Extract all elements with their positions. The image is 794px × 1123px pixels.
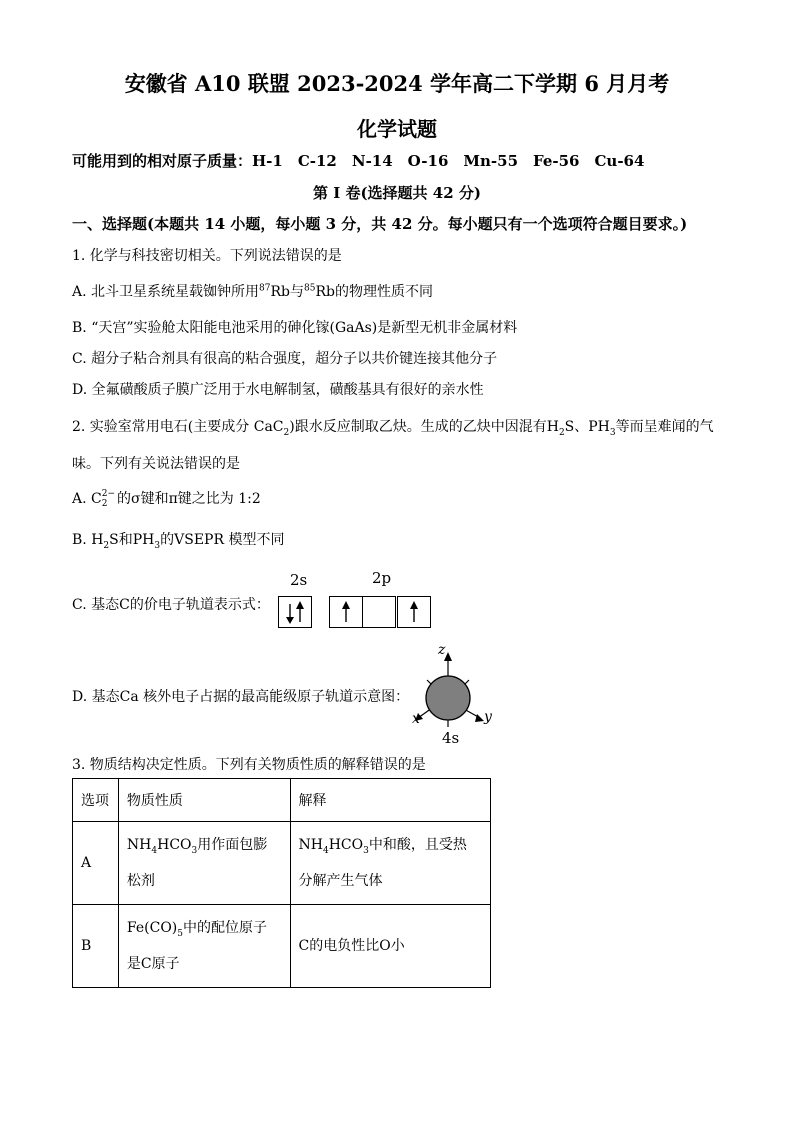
q1-stem: 1. 化学与科技密切相关。下列说法错误的是 <box>72 248 342 264</box>
q2-a-c2-sup: 2− <box>101 489 116 499</box>
electron-up-icon <box>398 597 430 627</box>
s-orbital-sphere <box>426 676 470 720</box>
q2-h2s-h: H <box>546 419 559 435</box>
q2-b-h-sub: 2 <box>103 540 110 551</box>
q1-a-iso1-sym: Rb <box>270 284 290 300</box>
row-property <box>118 905 290 988</box>
formula-sub: 3 <box>363 845 369 856</box>
q2-option-d: D. 基态Ca 核外电子占据的最高能级原子轨道示意图： <box>72 689 410 705</box>
paper-title: 安徽省 A10 联盟 2023-2024 学年高二下学期 6 月月考 <box>124 71 670 96</box>
row-property <box>118 822 290 905</box>
q1-option-d: D. 全氟磺酸质子膜广泛用于水电解制氢，磺酸基具有很好的亲水性 <box>72 382 484 398</box>
q2-ph3-sub: 3 <box>609 427 616 438</box>
q2-a-post: 的σ键和π键之比为 1:2 <box>117 491 261 507</box>
q2-b-p-sub: 3 <box>154 540 161 551</box>
table-header-option: 选项 <box>73 779 119 822</box>
q2-cac2-sub: 2 <box>283 427 290 438</box>
axis-label-x: x <box>412 711 420 727</box>
q2-a-c2-sub: 2 <box>101 499 108 509</box>
formula-sub: 4 <box>151 845 158 856</box>
orbital-label-2p: 2p <box>372 569 392 587</box>
q2-stem-post: 等而呈难闻的气 <box>615 419 714 435</box>
formula-sub: 5 <box>177 928 184 939</box>
q2-stem-line2: 味。下列有关说法错误的是 <box>72 456 240 472</box>
q2-option-c: C. 基态C的价电子轨道表示式： <box>72 597 270 613</box>
property-text: 用作面包膨 <box>197 837 268 853</box>
q1-option-b: B. “天宫”实验舱太阳能电池采用的砷化镓(GaAs)是新型无机非金属材料 <box>72 320 518 336</box>
row-explanation-line1 <box>299 827 482 863</box>
atomic-masses: 可能用到的相对原子质量：H-1 C-12 N-14 O-16 Mn-55 Fe-56 Cu-64 <box>72 152 645 170</box>
formula-part: NH <box>298 837 323 853</box>
q2-cac2: CaC <box>253 419 284 435</box>
row-option: B <box>73 905 119 988</box>
orbital-box-2s <box>278 596 312 628</box>
formula-part: Fe(CO) <box>126 920 178 936</box>
axis-tick <box>427 680 431 684</box>
q1-a-iso2-sym: Rb <box>315 284 335 300</box>
q2-stem-mid: )跟水反应制取乙炔。生成的乙炔中因混有 <box>289 419 547 435</box>
row-explanation <box>290 905 490 988</box>
formula-part: HCO <box>157 837 192 853</box>
q3-stem: 3. 物质结构决定性质。下列有关物质性质的解释错误的是 <box>72 757 426 773</box>
q2-stem-sep: 、 <box>574 419 589 435</box>
electron-pair-icon <box>279 597 311 627</box>
axis-tick <box>465 680 469 684</box>
q1-a-iso2-mass: 85 <box>303 283 316 294</box>
q2-a-c2: C <box>91 491 102 507</box>
row-property-line1 <box>127 827 282 863</box>
q2-b-post: 的VSEPR 模型不同 <box>160 532 285 548</box>
q1-option-a <box>72 281 433 301</box>
row-explanation-line2: 分解产生气体 <box>298 873 383 889</box>
orbital-box-2p-2 <box>362 596 396 628</box>
electron-up-icon <box>330 597 362 627</box>
explanation-text: 中和酸，且受热 <box>368 837 467 853</box>
q2-stem-pre: 2. 实验室常用电石(主要成分 <box>72 419 254 435</box>
q2-b-h: H <box>91 532 104 548</box>
q2-ph3: PH <box>588 419 610 435</box>
formula-sub: 3 <box>191 845 198 856</box>
row-property-line2: 是C原子 <box>126 956 180 972</box>
q1-a-text-pre: A. 北斗卫星系统星载铷钟所用 <box>72 284 260 300</box>
q1-a-iso1-mass: 87 <box>259 283 271 294</box>
row-property-line2: 松剂 <box>126 873 155 889</box>
formula-sub: 4 <box>322 845 329 856</box>
table-row <box>73 822 491 905</box>
row-option: A <box>73 822 119 905</box>
q2-b-s-and: S和PH <box>109 532 155 548</box>
row-explanation <box>290 822 490 905</box>
axis-label-y: y <box>484 709 492 725</box>
y-axis-arrow-icon <box>475 714 484 722</box>
q2-h2s-sub: 2 <box>558 427 565 438</box>
formula-part: HCO <box>328 837 364 853</box>
q1-option-c: C. 超分子粘合剂具有很高的粘合强度，超分子以共价键连接其他分子 <box>72 351 498 367</box>
q2-option-b <box>72 529 284 549</box>
formula-part: NH <box>126 837 152 853</box>
property-text: 中的配位原子 <box>183 920 268 936</box>
section-heading: 一、选择题(本题共 14 小题，每小题 3 分，共 42 分。每小题只有一个选项符合题目要求。) <box>72 215 688 233</box>
q2-a-c2-scripts <box>102 489 115 509</box>
paper-subtitle: 化学试题 <box>357 117 437 141</box>
axis-label-z: z <box>438 642 446 658</box>
row-explanation-line1: C的电负性比O小 <box>298 938 405 954</box>
q2-a-pre: A. <box>72 491 92 507</box>
volume-heading: 第 I 卷(选择题共 42 分) <box>313 184 481 202</box>
orbital-label-2s: 2s <box>290 571 308 589</box>
q1-a-text-post: 的物理性质不同 <box>334 284 433 300</box>
orbital-box-2p-1 <box>329 596 363 628</box>
orbital-box-2p-3 <box>397 596 431 628</box>
q3-table <box>72 778 491 988</box>
q2-b-pre: B. <box>72 532 92 548</box>
table-row <box>73 905 491 988</box>
table-header-property: 物质性质 <box>118 779 290 822</box>
q2-stem-line1 <box>72 416 714 436</box>
orbital-label-4s: 4s <box>442 729 460 747</box>
q2-option-a <box>72 488 261 509</box>
q1-a-text-mid: 与 <box>289 284 304 300</box>
table-header-explanation: 解释 <box>290 779 490 822</box>
table-header-row <box>73 779 491 822</box>
q2-h2s-s: S <box>564 419 575 435</box>
row-property-line1 <box>127 910 282 946</box>
